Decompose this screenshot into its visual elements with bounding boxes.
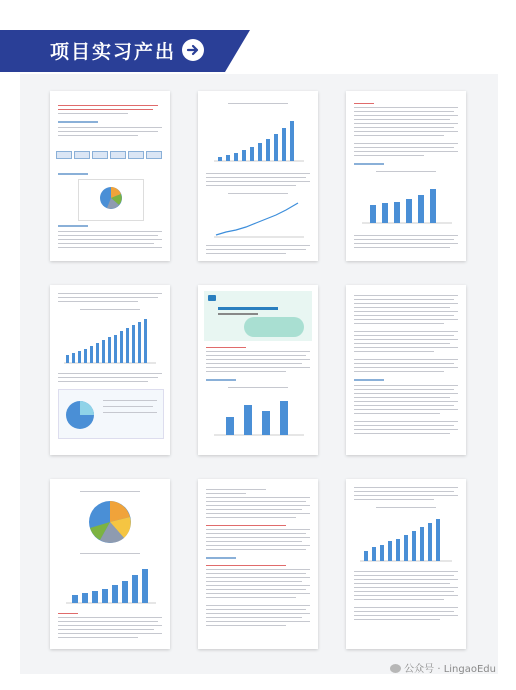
document-page-thumbnail[interactable] <box>346 285 466 455</box>
document-page-thumbnail[interactable] <box>50 285 170 455</box>
section-banner <box>0 30 250 72</box>
document-page-thumbnail[interactable] <box>198 479 318 649</box>
section-title: 项目实习产出 <box>50 41 177 63</box>
document-page-thumbnail[interactable] <box>50 479 170 649</box>
document-page-thumbnail[interactable] <box>346 91 466 261</box>
document-page-thumbnail[interactable] <box>198 91 318 261</box>
wechat-icon <box>390 664 401 673</box>
document-page-thumbnail[interactable] <box>198 285 318 455</box>
document-gallery <box>20 74 498 674</box>
watermark <box>390 660 496 675</box>
arrow-right-circle-icon[interactable] <box>182 39 204 61</box>
watermark-text: 公众号 · LingaoEdu <box>404 664 496 675</box>
document-page-thumbnail[interactable] <box>50 91 170 261</box>
document-page-thumbnail[interactable] <box>346 479 466 649</box>
